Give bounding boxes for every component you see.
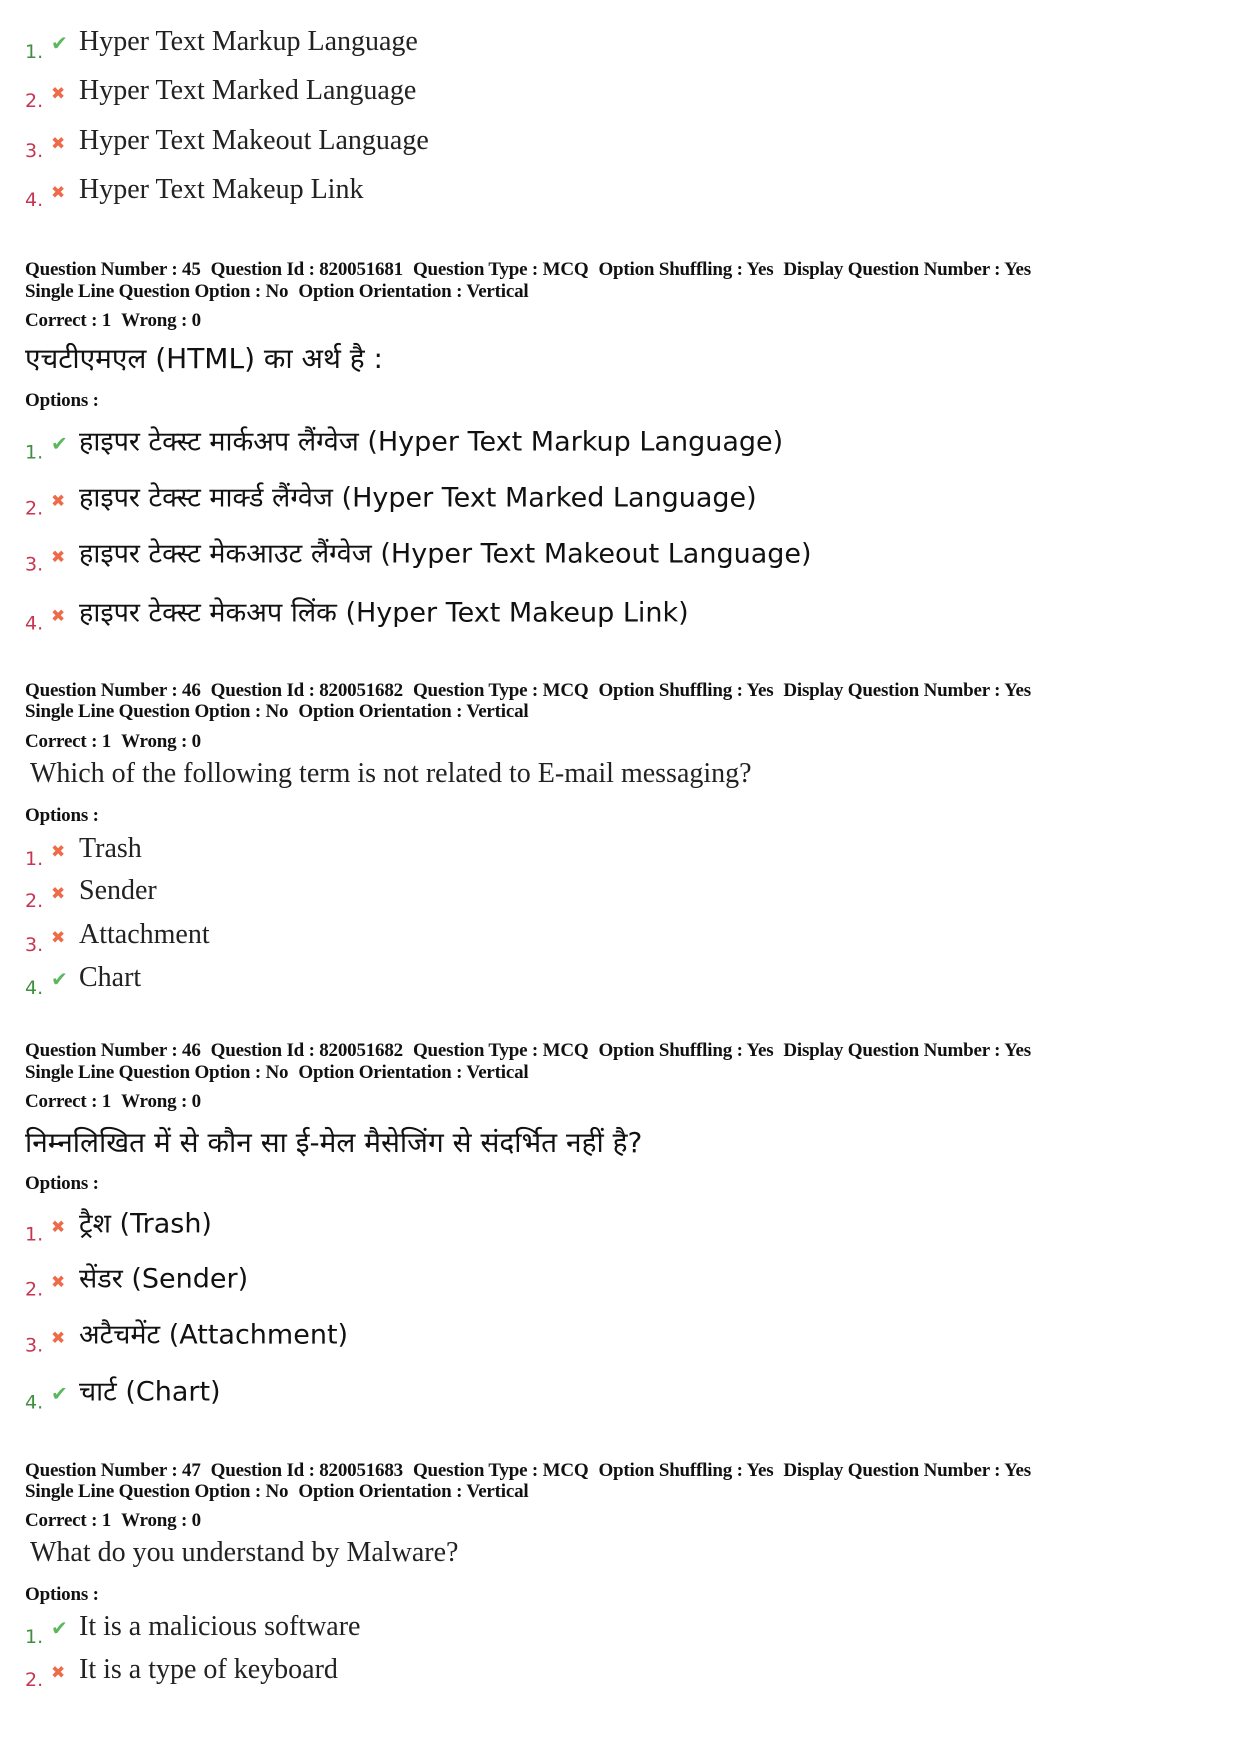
meta-pair [121, 310, 201, 331]
meta-value: Yes [746, 1460, 774, 1481]
option-number: 2. [25, 1278, 44, 1301]
meta-label: Question Number : [25, 259, 182, 280]
cross-icon: ✖ [51, 1663, 66, 1682]
meta-value: 0 [191, 731, 201, 752]
question-meta-line-2 [25, 1481, 538, 1503]
meta-value: MCQ [542, 1460, 589, 1481]
meta-pair [25, 680, 201, 701]
cross-icon: ✖ [51, 547, 66, 567]
option-number: 3. [25, 934, 44, 956]
meta-label: Question Id : [211, 1040, 320, 1061]
meta-label: Single Line Question Option : [25, 1062, 266, 1083]
option-text: Chart [79, 962, 142, 993]
meta-label: Option Shuffling : [598, 680, 746, 701]
meta-value: 1 [101, 1091, 112, 1112]
meta-pair [211, 259, 403, 280]
option-text: सेंडर (Sender) [79, 1263, 249, 1295]
meta-value: 47 [182, 1460, 201, 1481]
meta-label: Correct : [25, 731, 102, 752]
option-number: 1. [25, 1223, 44, 1246]
option-row [25, 174, 364, 211]
option-row [25, 1372, 221, 1414]
meta-value: Vertical [466, 1481, 529, 1502]
meta-pair [25, 310, 111, 331]
meta-pair [598, 259, 773, 280]
meta-label: Question Number : [25, 1460, 182, 1481]
meta-pair [298, 1481, 528, 1502]
meta-pair [25, 1040, 201, 1061]
option-text: Hyper Text Makeup Link [79, 174, 364, 205]
option-text: चार्ट (Chart) [79, 1376, 221, 1408]
meta-pair [211, 1040, 403, 1061]
meta-pair [783, 680, 1031, 701]
option-number: 2. [25, 890, 44, 912]
meta-label: Question Type : [413, 680, 543, 701]
meta-label: Question Id : [211, 1460, 320, 1481]
question-text: निम्नलिखित में से कौन सा ई-मेल मैसेजिंग से संदर्भित नहीं है? [25, 1126, 643, 1159]
option-row [25, 875, 157, 912]
meta-pair [121, 1510, 201, 1531]
options-label: Options : [25, 805, 99, 826]
meta-label: Correct : [25, 1091, 102, 1112]
meta-value: Yes [746, 680, 774, 701]
meta-value: Yes [746, 259, 774, 280]
meta-label: Display Question Number : [783, 1040, 1004, 1061]
meta-value: No [265, 281, 289, 302]
option-row [25, 1204, 212, 1246]
meta-value: 0 [191, 1510, 201, 1531]
meta-pair [298, 1062, 528, 1083]
meta-value: MCQ [542, 259, 589, 280]
meta-label: Question Number : [25, 680, 182, 701]
meta-value: 46 [182, 1040, 201, 1061]
check-icon: ✔ [51, 433, 68, 456]
option-text: हाइपर टेक्स्ट मार्कअप लैंग्वेज (Hyper Text Markup Language) [79, 426, 784, 458]
option-row [25, 26, 418, 63]
option-number: 1. [25, 848, 44, 870]
option-row [25, 125, 429, 162]
meta-label: Single Line Question Option : [25, 1481, 266, 1502]
check-icon: ✔ [51, 1618, 68, 1640]
question-meta-line-2 [25, 281, 538, 303]
meta-value: 1 [101, 1510, 112, 1531]
meta-label: Single Line Question Option : [25, 701, 266, 722]
option-text: Attachment [79, 919, 210, 950]
option-row [25, 75, 417, 112]
meta-value: 1 [101, 731, 112, 752]
meta-pair [783, 1460, 1031, 1481]
options-label: Options : [25, 1584, 99, 1605]
meta-pair [25, 1062, 288, 1083]
meta-value: 820051683 [319, 1460, 403, 1481]
meta-pair [598, 1460, 773, 1481]
meta-pair [25, 259, 201, 280]
cross-icon: ✖ [51, 1328, 66, 1348]
question-meta-line-2 [25, 1062, 538, 1084]
option-text: हाइपर टेक्स्ट मेकआउट लैंग्वेज (Hyper Text Makeout Language) [79, 538, 812, 570]
meta-pair [413, 259, 589, 280]
meta-label: Option Orientation : [298, 701, 466, 722]
meta-pair [298, 701, 528, 722]
meta-label: Question Id : [211, 680, 320, 701]
meta-label: Question Type : [413, 1040, 543, 1061]
meta-label: Question Type : [413, 1460, 543, 1481]
meta-value: 1 [101, 310, 112, 331]
option-text: It is a type of keyboard [79, 1654, 338, 1685]
meta-label: Display Question Number : [783, 680, 1004, 701]
meta-pair [25, 701, 288, 722]
meta-label: Wrong : [121, 731, 192, 752]
meta-label: Single Line Question Option : [25, 281, 266, 302]
option-number: 3. [25, 553, 44, 576]
option-row [25, 1611, 361, 1648]
meta-value: 0 [191, 310, 201, 331]
meta-value: Yes [1004, 1460, 1031, 1481]
option-text: Hyper Text Marked Language [79, 75, 417, 106]
option-text: Sender [79, 875, 157, 906]
option-row [25, 478, 757, 520]
cross-icon: ✖ [51, 84, 66, 103]
meta-pair [298, 281, 528, 302]
meta-value: 820051682 [319, 1040, 403, 1061]
meta-label: Display Question Number : [783, 1460, 1004, 1481]
meta-label: Correct : [25, 310, 102, 331]
meta-value: 820051681 [319, 259, 403, 280]
question-meta-line-1 [25, 680, 1041, 702]
cross-icon: ✖ [51, 606, 66, 626]
meta-pair [25, 731, 111, 752]
option-text: It is a malicious software [79, 1611, 361, 1642]
option-row [25, 422, 784, 464]
option-text: अटैचमेंट (Attachment) [79, 1319, 349, 1351]
meta-value: Vertical [466, 281, 529, 302]
score-line [25, 1091, 211, 1113]
question-meta-line-1 [25, 1460, 1041, 1482]
meta-pair [25, 1481, 288, 1502]
meta-value: No [265, 701, 289, 722]
option-number: 4. [25, 1391, 44, 1414]
meta-value: Vertical [466, 1062, 529, 1083]
cross-icon: ✖ [51, 134, 66, 153]
option-number: 1. [25, 441, 44, 464]
meta-pair [211, 1460, 403, 1481]
cross-icon: ✖ [51, 1272, 66, 1292]
meta-pair [413, 1040, 589, 1061]
meta-pair [783, 1040, 1031, 1061]
meta-label: Display Question Number : [783, 259, 1004, 280]
option-row [25, 919, 210, 956]
meta-label: Wrong : [121, 1510, 192, 1531]
meta-pair [25, 1091, 111, 1112]
option-text: हाइपर टेक्स्ट मेकअप लिंक (Hyper Text Makeup Link) [79, 597, 689, 629]
option-number: 2. [25, 90, 44, 112]
meta-label: Wrong : [121, 1091, 192, 1112]
cross-icon: ✖ [51, 928, 66, 947]
question-meta-line-1 [25, 1040, 1041, 1062]
question-text: What do you understand by Malware? [30, 1537, 459, 1568]
score-line [25, 310, 211, 332]
meta-value: 820051682 [319, 680, 403, 701]
option-text: ट्रैश (Trash) [79, 1208, 212, 1240]
meta-label: Wrong : [121, 310, 192, 331]
meta-pair [25, 1510, 111, 1531]
meta-pair [25, 281, 288, 302]
option-number: 2. [25, 1669, 44, 1691]
meta-value: 46 [182, 680, 201, 701]
meta-value: Yes [1004, 1040, 1031, 1061]
options-label: Options : [25, 390, 99, 411]
cross-icon: ✖ [51, 1217, 66, 1237]
meta-value: 45 [182, 259, 201, 280]
meta-pair [121, 1091, 201, 1112]
option-text: हाइपर टेक्स्ट मार्क्ड लैंग्वेज (Hyper Text Marked Language) [79, 482, 757, 514]
meta-pair [25, 1460, 201, 1481]
option-row [25, 962, 142, 999]
option-number: 4. [25, 977, 44, 999]
meta-label: Correct : [25, 1510, 102, 1531]
score-line [25, 1510, 211, 1532]
meta-pair [413, 680, 589, 701]
meta-label: Question Type : [413, 259, 543, 280]
meta-value: MCQ [542, 1040, 589, 1061]
option-number: 1. [25, 41, 44, 63]
meta-pair [783, 259, 1031, 280]
meta-label: Option Orientation : [298, 281, 466, 302]
meta-value: No [265, 1481, 289, 1502]
check-icon: ✔ [51, 33, 68, 55]
meta-pair [598, 1040, 773, 1061]
meta-label: Option Shuffling : [598, 1040, 746, 1061]
option-number: 3. [25, 140, 44, 162]
option-row [25, 1315, 349, 1357]
cross-icon: ✖ [51, 491, 66, 511]
meta-value: Yes [1004, 680, 1031, 701]
option-text: Hyper Text Makeout Language [79, 125, 429, 156]
check-icon: ✔ [51, 969, 68, 991]
meta-value: 0 [191, 1091, 201, 1112]
meta-pair [121, 731, 201, 752]
meta-label: Option Shuffling : [598, 1460, 746, 1481]
option-number: 3. [25, 1334, 44, 1357]
meta-label: Question Id : [211, 259, 320, 280]
option-row [25, 534, 812, 576]
option-number: 1. [25, 1626, 44, 1648]
meta-pair [413, 1460, 589, 1481]
options-label: Options : [25, 1173, 99, 1194]
meta-label: Option Shuffling : [598, 259, 746, 280]
check-icon: ✔ [51, 1383, 68, 1406]
meta-pair [211, 680, 403, 701]
question-meta-line-2 [25, 701, 538, 723]
option-row [25, 1654, 338, 1691]
meta-pair [598, 680, 773, 701]
meta-label: Option Orientation : [298, 1481, 466, 1502]
option-row [25, 1259, 249, 1301]
option-row [25, 833, 142, 870]
option-text: Hyper Text Markup Language [79, 26, 418, 57]
option-number: 4. [25, 189, 44, 211]
question-text: एचटीएमएल (HTML) का अर्थ है : [25, 342, 383, 375]
cross-icon: ✖ [51, 842, 66, 861]
meta-value: Vertical [466, 701, 529, 722]
score-line [25, 731, 211, 753]
meta-value: Yes [1004, 259, 1031, 280]
option-number: 2. [25, 497, 44, 520]
option-row [25, 593, 689, 635]
question-text: Which of the following term is not related to E-mail messaging? [30, 758, 752, 789]
meta-value: MCQ [542, 680, 589, 701]
option-text: Trash [79, 833, 142, 864]
cross-icon: ✖ [51, 183, 66, 202]
meta-value: No [265, 1062, 289, 1083]
meta-label: Question Number : [25, 1040, 182, 1061]
question-meta-line-1 [25, 259, 1041, 281]
cross-icon: ✖ [51, 884, 66, 903]
meta-label: Option Orientation : [298, 1062, 466, 1083]
option-number: 4. [25, 612, 44, 635]
meta-value: Yes [746, 1040, 774, 1061]
